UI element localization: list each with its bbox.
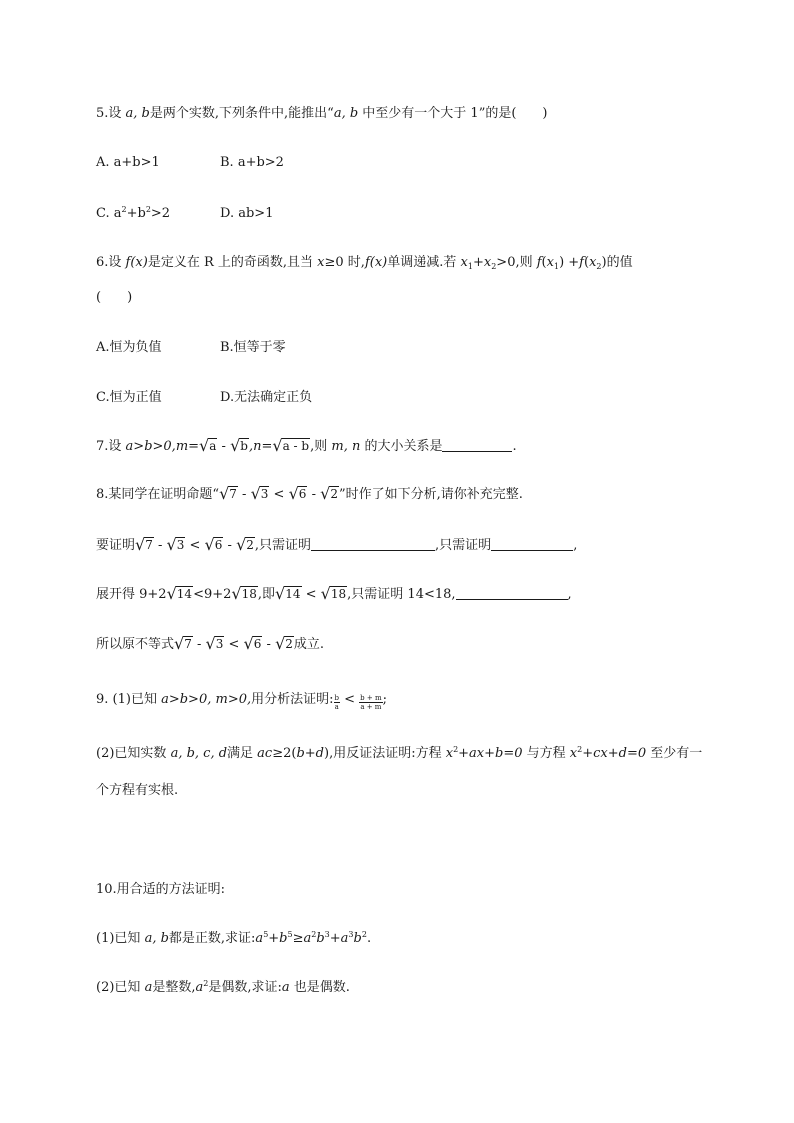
q9-part-1: 9. (1)已知 a>b>0, m>0,用分析法证明: $\frac{b}{a}$ < $\frac{b + m}{a + m}$ ; [96,692,387,711]
q10-title: 10.用合适的方法证明: [96,882,226,897]
q8-blank-2[interactable] [491,536,573,551]
q5-option-a[interactable]: A. a+b>1 [96,155,160,170]
q5-stem: 5.设 a, b是两个实数,下列条件中,能推出“a, b 中至少有一个大于 1”的是( ) [96,106,548,121]
q8-blank-3[interactable] [456,585,568,600]
q9-part-2-cont: 个方程有实根. [96,783,179,798]
q6-option-d[interactable]: D.无法确定正负 [220,390,313,405]
q9-part-2: (2)已知实数 a, b, c, d满足 ac≥2(b+d),用反证法证明:方程 $x^2+ax+b=0$ 与方程 $x^2+cx+d=0$ 至少有一 [96,745,703,761]
q6-option-a[interactable]: A.恒为负值 [96,340,162,355]
q5-option-c[interactable]: C. $a^2+b^2>2$ [96,205,171,221]
q7-answer-blank[interactable] [442,437,512,452]
q8-step-2: 展开得 9+2√14<9+2√18,即√14 < √18,只需证明 14<18, , [96,584,572,603]
q6-option-b[interactable]: B.恒等于零 [220,340,286,355]
q9-fraction-left: $\frac{b}{a}$ [334,694,339,711]
q6-answer-paren: ( ) [96,290,133,305]
q8-stem: 8.某同学在证明命题“√7 - √3 < √6 - √2”时作了如下分析,请你补充完整. [96,484,523,503]
q10-part-1: (1)已知 a, b都是正数,求证$:a^5+b^5\ge a^2b^3+a^3b^2$. [96,930,372,946]
q5-option-d[interactable]: D. ab>1 [220,206,274,221]
q10-part-2: (2)已知 a是整数$,a^2$是偶数,求证:a 也是偶数. [96,979,350,995]
q6-option-c[interactable]: C.恒为正值 [96,390,162,405]
q8-conclusion: 所以原不等式√7 - √3 < √6 - √2成立. [96,634,325,653]
q8-blank-1[interactable] [311,536,435,551]
q5-option-b[interactable]: B. a+b>2 [220,155,284,170]
q8-step-1: 要证明√7 - √3 < √6 - √2,只需证明 ,只需证明 , [96,535,578,554]
q9-fraction-right: $\frac{b + m}{a + m}$ [360,694,382,711]
q6-stem: 6.设 f(x)是定义在 R 上的奇函数,且当 x≥0 时,f(x)单调递减.若 $x_1+x_2>0$,则 $f(x_1) +f(x_2)$的值 [96,255,633,271]
q7-stem: 7.设 a>b>0,m=√a - √b,n=√a - b,则 m, n 的大小关系是 . [96,436,517,455]
